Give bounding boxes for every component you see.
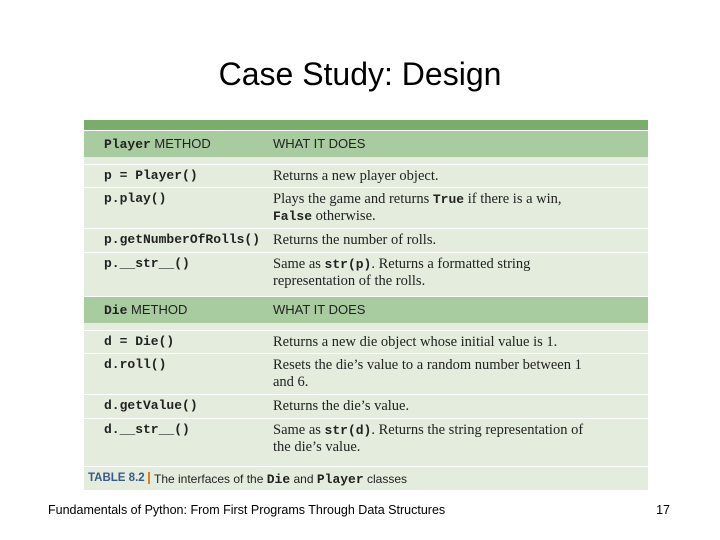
method-signature: d = Die() [104,334,175,349]
method-description: Same as str(p). Returns a formatted string representation of the rolls. [273,256,531,289]
slide-page-number: 17 [656,503,670,517]
what-it-does-header: WHAT IT DOES [273,302,366,317]
method-description: Returns the number of rolls. [273,232,437,248]
player-method-header [104,136,211,152]
method-signature: p.__str__() [104,256,190,271]
method-description: Resets the die’s value to a random number between 1 and 6. [273,357,582,390]
method-signature: p.getNumberOfRolls() [104,232,261,247]
table-row [84,394,648,418]
method-header-label: METHOD [150,136,211,151]
method-description: Plays the game and returns True if there is a win, False otherwise. [273,191,562,224]
method-signature: d.roll() [104,357,167,372]
player-header-row [84,130,648,157]
method-signature: d.getValue() [104,398,198,413]
method-description: Same as str(d). Returns the string representation of the die’s value. [273,422,584,455]
method-signature: p = Player() [104,168,198,183]
table-row [84,418,648,465]
table-row [84,164,648,187]
player-class-name: Player [104,137,151,152]
method-header-label: METHOD [127,302,188,317]
table-row [84,228,648,252]
method-description: Returns the die’s value. [273,398,410,414]
table-caption [84,466,648,491]
method-signature: p.play() [104,191,167,206]
table-row [84,252,648,293]
die-method-header [104,302,187,318]
die-class-name: Die [104,303,128,318]
die-header-row [84,296,648,323]
interfaces-table [84,120,648,490]
table-row [84,187,648,228]
what-it-does-header: WHAT IT DOES [273,136,366,151]
table-top-bar [84,120,648,130]
slide-title: Case Study: Design [218,56,502,92]
table-caption-text: The interfaces of the Die and Player classes [154,472,408,487]
method-description: Returns a new die object whose initial value is 1. [273,334,558,350]
slide-footer-source: Fundamentals of Python: From First Programs Through Data Structures [48,503,446,517]
table-row [84,353,648,394]
method-signature: d.__str__() [104,422,190,437]
table-row [84,330,648,353]
table-number-label: TABLE 8.2 [88,472,150,484]
method-description: Returns a new player object. [273,168,439,184]
